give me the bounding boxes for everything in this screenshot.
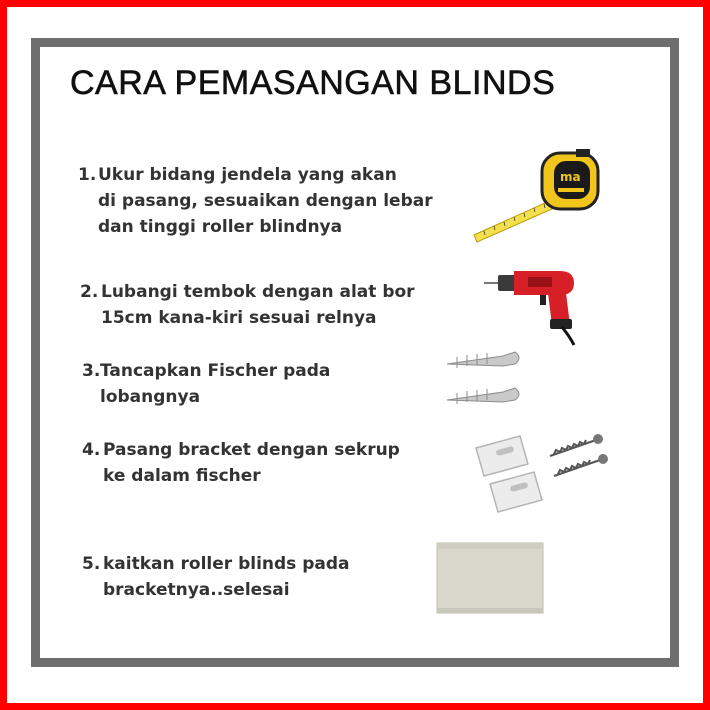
bracket-screw-icon (470, 430, 620, 520)
step-number: 3. (82, 361, 101, 381)
wall-plug-icon (443, 346, 529, 416)
step-number: 4. (82, 440, 101, 460)
step-number: 1. (78, 165, 97, 185)
svg-text:ma: ma (560, 170, 581, 184)
step-text: Tancapkan Fischer pada lobangnya (100, 361, 331, 407)
step-text: Pasang bracket dengan sekrup ke dalam fischer (103, 440, 400, 486)
tape-measure-icon (466, 145, 606, 245)
step-text: Lubangi tembok dengan alat bor 15cm kana-kiri sesuai relnya (101, 282, 415, 328)
step-number: 5. (82, 554, 101, 574)
step-number: 2. (80, 282, 99, 302)
drill-icon (482, 263, 582, 349)
roller-blind-icon (436, 540, 546, 616)
page-title: CARA PEMASANGAN BLINDS (70, 64, 556, 102)
step-4 (82, 437, 400, 489)
step-3 (82, 358, 330, 410)
step-2 (80, 279, 415, 331)
step-text: kaitkan roller blinds pada bracketnya..selesai (103, 554, 350, 600)
step-1 (78, 162, 433, 240)
step-5 (82, 551, 350, 603)
step-text: Ukur bidang jendela yang akan di pasang, sesuaikan dengan lebar dan tinggi roller blindnya (98, 165, 433, 237)
